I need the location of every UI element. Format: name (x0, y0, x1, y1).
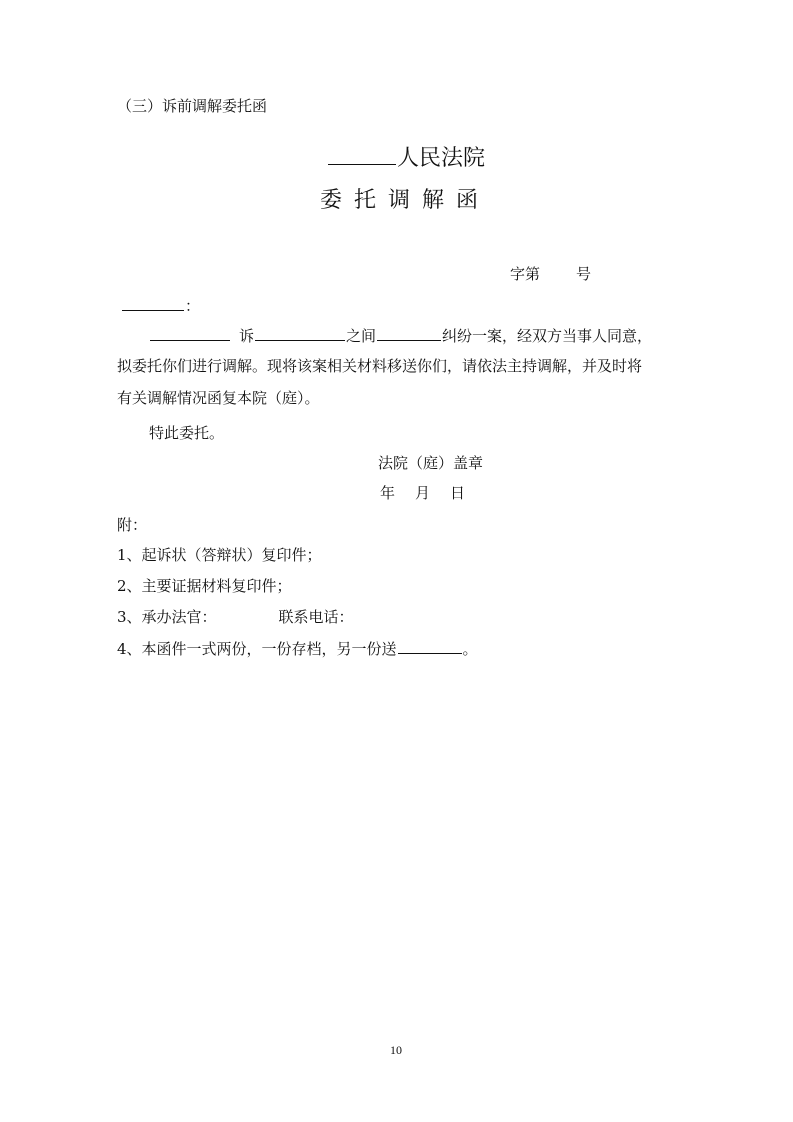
attachment-item-1: 1、起诉状（答辩状）复印件； (117, 546, 322, 564)
paragraph-parties (117, 324, 652, 346)
paragraph-line-3: 有关调解情况函复本院（庭）。 (117, 389, 320, 407)
attachment-item-3-phone: 联系电话： (278, 608, 354, 626)
plaintiff-blank (150, 324, 230, 341)
recipient-blank (398, 637, 462, 654)
dispute-type-blank (377, 324, 441, 341)
court-name-suffix: 人民法院 (397, 146, 486, 171)
date-year: 年 (380, 484, 396, 502)
court-name-blank (328, 140, 396, 165)
word-between: 之间 (346, 327, 377, 345)
date-line (380, 483, 465, 503)
date-month: 月 (415, 484, 431, 502)
attachments-heading: 附： (117, 516, 148, 534)
attachment-item-3-judge: 3、承办法官： (117, 608, 217, 626)
attachment-item-4-end: 。 (462, 640, 478, 658)
attachment-item-3 (117, 607, 354, 627)
document-number (510, 263, 591, 284)
addressee-blank (122, 294, 184, 311)
paragraph-parties-rest: 纠纷一案，经双方当事人同意， (442, 327, 653, 345)
seal-line: 法院（庭）盖章 (378, 454, 484, 472)
document-title: 委托调解函 (320, 188, 491, 213)
section-heading: （三）诉前调解委托函 (117, 97, 268, 115)
date-day: 日 (450, 484, 466, 502)
closing-text: 特此委托。 (149, 424, 225, 442)
addressee-line (121, 294, 200, 316)
defendant-blank (255, 324, 345, 341)
court-name-line (327, 140, 485, 174)
attachment-item-4-text: 4、本函件一式两份，一份存档，另一份送 (117, 640, 397, 658)
addressee-colon: ： (185, 297, 201, 315)
document-number-suffix: 号 (576, 265, 592, 283)
document-number-prefix: 字第 (510, 265, 541, 283)
attachment-item-2: 2、主要证据材料复印件； (117, 577, 292, 595)
paragraph-line-2: 拟委托你们进行调解。现将该案相关材料移送你们，请依法主持调解，并及时将 (117, 357, 643, 375)
page-number: 10 (390, 1043, 402, 1057)
word-su: 诉 (239, 327, 255, 345)
attachment-item-4 (117, 637, 478, 659)
